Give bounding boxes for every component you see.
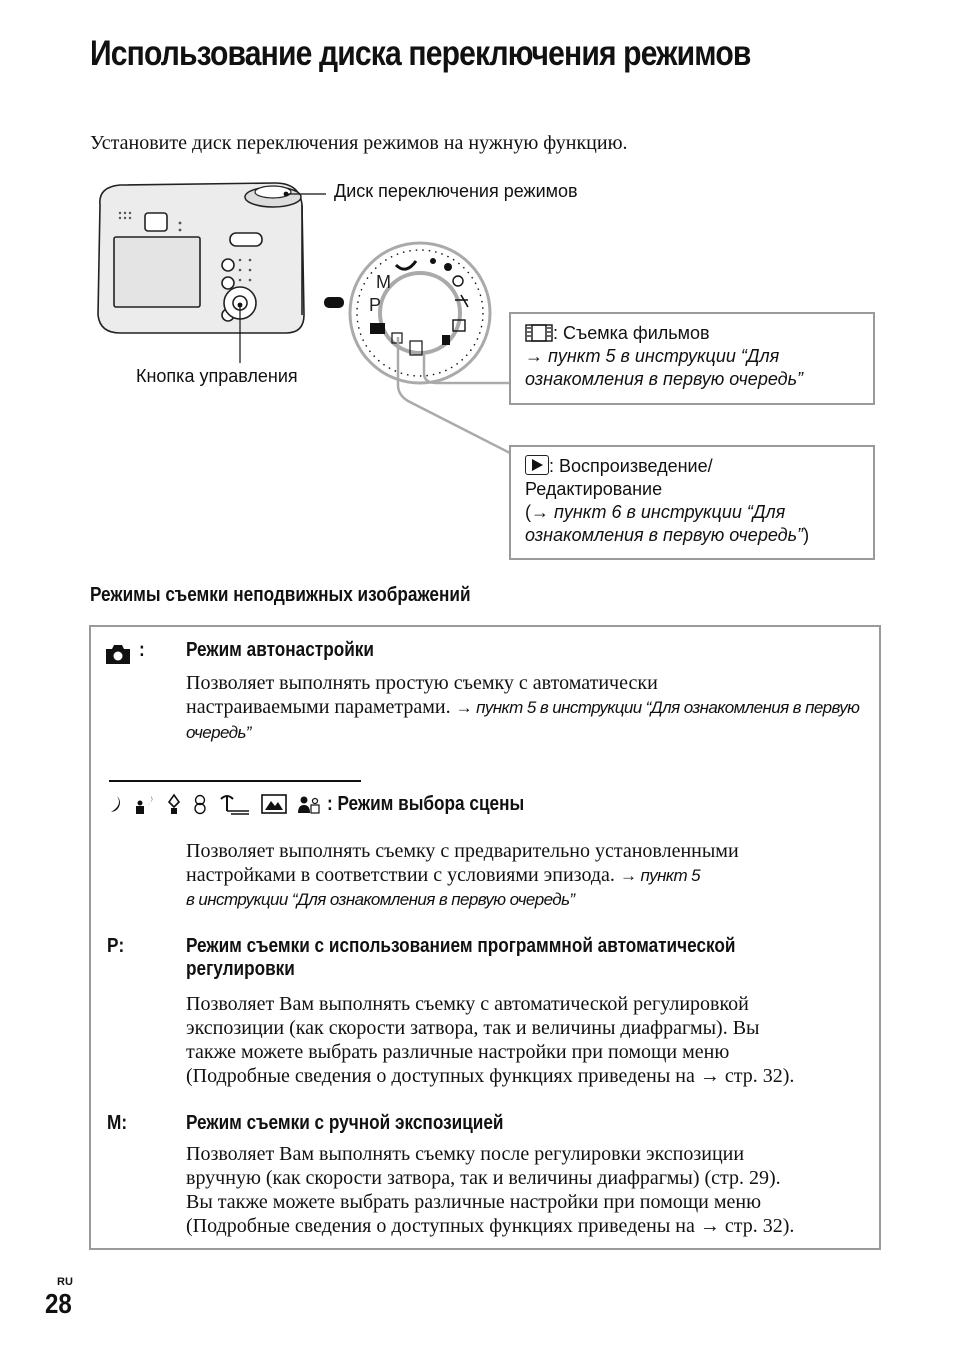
scene-mode-desc: Позволяет выполнять съемку с предварительно установленными настройками в соответствии с условиями эпизода. → пункт 5 в инструкции “Для ознакомления в первую очередь” <box>186 840 739 909</box>
playback-title-line2: Редактирование <box>525 479 663 499</box>
intro-text: Установите диск переключения режимов на нужную функцию. <box>90 132 628 154</box>
snow-icon <box>191 793 209 815</box>
landscape-icon <box>261 793 287 815</box>
program-mode-title: Режим съемки с использованием программной автоматической регулировки <box>186 935 736 980</box>
section-heading: Режимы съемки неподвижных изображений <box>90 584 471 606</box>
page-title: Использование диска переключения режимов <box>90 34 751 73</box>
beach-icon <box>219 793 251 815</box>
arrow-icon: → <box>525 346 543 366</box>
manual-mode-desc: Позволяет Вам выполнять съемку после регулировки экспозиции вручную (как скорости затвора, так и величины диафрагмы) (стр. 29). Вы также можете выбрать различные настройки при помощи меню (Подробные сведения о доступных функциях приведены на → стр. 32). <box>186 1143 795 1237</box>
camera-icon <box>105 643 131 665</box>
auto-mode-title: Режим автонастройки <box>186 639 374 661</box>
page-number: 28 <box>45 1288 72 1319</box>
auto-mode-desc: Позволяет выполнять простую съемку с автоматически настраиваемыми параметрами. → пункт 5 в инструкции “Для ознакомления в первую очередь” <box>186 672 860 742</box>
candle-icon <box>167 793 181 815</box>
divider <box>109 780 361 782</box>
manual-mode-title: Режим съемки с ручной экспозицией <box>186 1112 504 1134</box>
svg-text:P: P <box>369 295 382 315</box>
film-icon <box>525 324 553 342</box>
program-mode-desc: Позволяет Вам выполнять съемку с автоматической регулировкой экспозиции (как скорости затвора, так и величины диафрагмы). Вы также можете выбрать различные настройки при помощи меню (Подробные сведения о доступных функциях приведены на → стр. 32). <box>186 993 795 1087</box>
movie-mode-title: : Съемка фильмов <box>553 323 710 343</box>
mode-dial-diagram <box>90 175 890 575</box>
scene-icons <box>107 790 556 818</box>
playback-mode-callout <box>509 445 875 560</box>
auto-mode-key: : <box>139 639 145 661</box>
svg-text:M: M <box>376 272 391 292</box>
program-mode-key: P: <box>107 935 125 957</box>
page-language: RU <box>57 1276 73 1288</box>
modes-table <box>89 625 881 1250</box>
twilight-portrait-icon <box>133 793 157 815</box>
manual-mode-key: M: <box>107 1112 128 1134</box>
scene-mode-title: : Режим выбора сцены <box>327 792 525 815</box>
movie-mode-ref: пункт 5 в инструкции “Для <box>543 346 780 366</box>
mode-dial-label: Диск переключения режимов <box>334 181 578 201</box>
playback-title: : Воспроизведение/ <box>549 456 713 476</box>
playback-ref-line2: ознакомления в первую очередь” <box>525 525 804 545</box>
twilight-icon <box>107 793 123 815</box>
control-button-label: Кнопка управления <box>136 366 298 386</box>
playback-ref: пункт 6 в инструкции “Для <box>549 502 786 522</box>
paren-close: ) <box>803 525 810 545</box>
play-icon <box>525 455 549 475</box>
movie-mode-ref-line2: ознакомления в первую очередь” <box>525 369 804 389</box>
arrow-icon: (→ <box>525 502 549 522</box>
soft-snap-icon <box>297 793 321 815</box>
movie-mode-callout <box>509 312 875 405</box>
